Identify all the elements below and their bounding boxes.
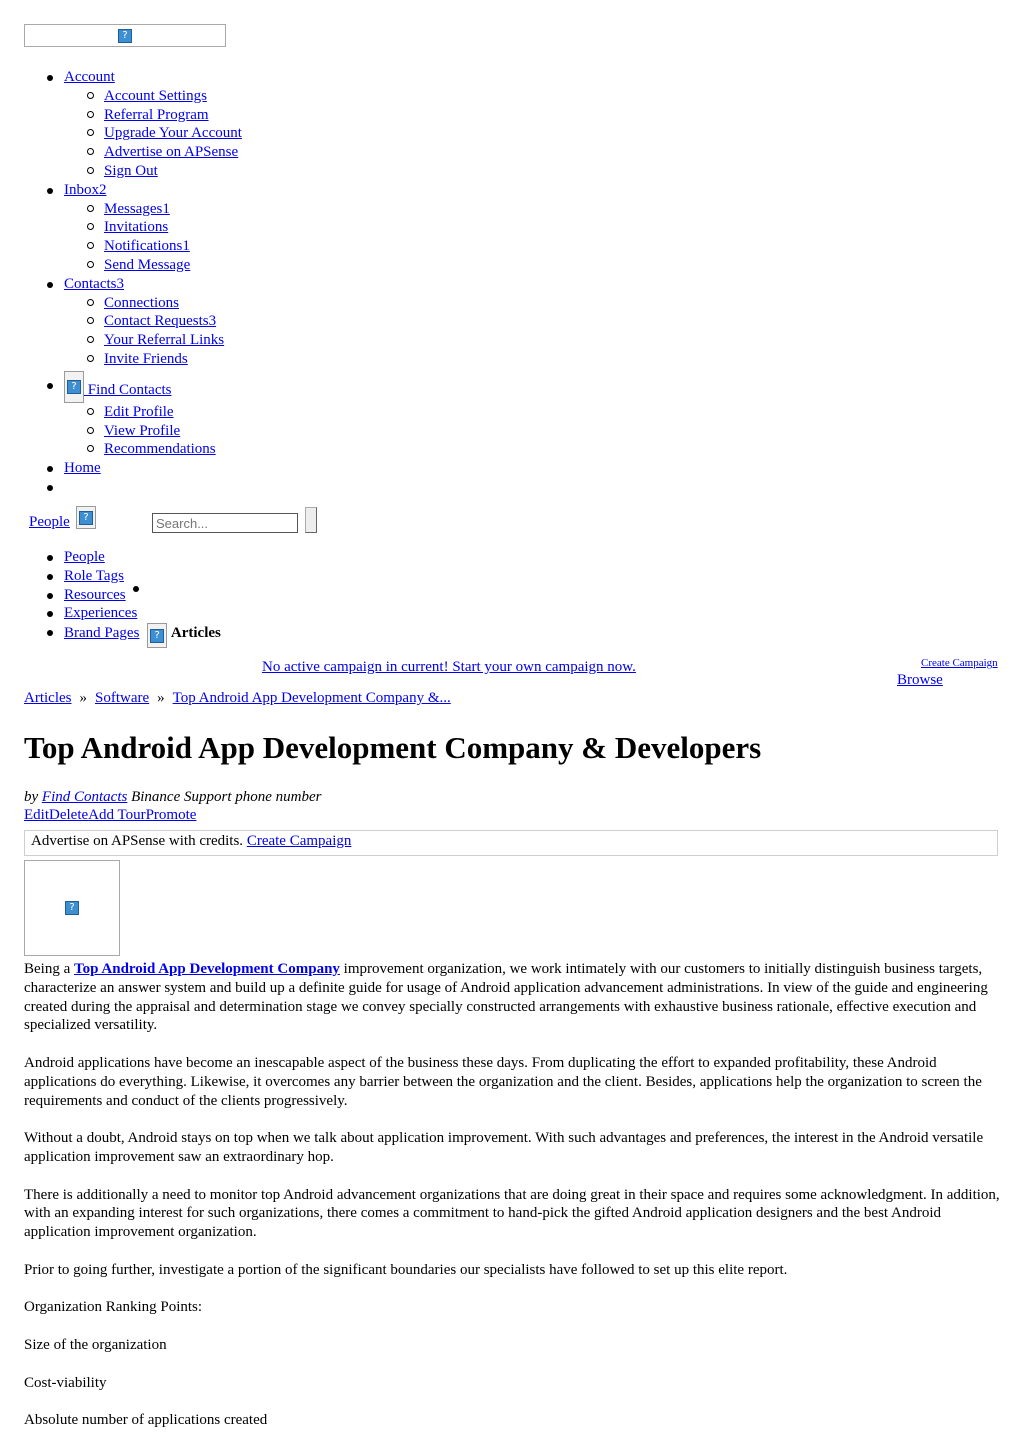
article-paragraph (24, 960, 1000, 1035)
list-item (104, 162, 464, 181)
broken-image-icon: ? (150, 629, 164, 643)
list-item (104, 312, 464, 331)
invite-friends-link[interactable]: Invite Friends (104, 350, 188, 367)
article-paragraph: There is additionally a need to monitor top Android advancement organizations that are doing great in their space and requires some acknowledgment. In addition, with an expanding interest for such organizations, there comes a commitment to hand-pick the gifted Android application designers and the best Android application improvement organization. (24, 1186, 1000, 1241)
list-item (64, 586, 364, 605)
article-paragraph: Organization Ranking Points: (24, 1299, 203, 1316)
profile-submenu (64, 403, 464, 459)
account-link[interactable]: Account (64, 69, 115, 85)
contacts-submenu (64, 294, 464, 369)
list-item (104, 218, 464, 237)
list-item (104, 440, 464, 459)
search-input[interactable] (152, 513, 298, 533)
paragraph-rest: improvement organization, we work intimately with our customers to initially distinguish business targets, characterize an answer system and build up a definite guide for usage of Android application advancement administrations. In view of the guide and engineering created during the appraisal and determination stage we convey specially constructed arrangements with exhaustive business rationale, effective execution and specialized versatility. (24, 961, 988, 1034)
connections-link[interactable]: Connections (104, 294, 179, 311)
list-item (104, 256, 464, 275)
keyword-link[interactable]: Top Android App Development Company (74, 961, 340, 977)
breadcrumb-articles[interactable]: Articles (24, 690, 72, 706)
list-item (104, 403, 464, 422)
create-campaign-link[interactable]: Create Campaign (246, 833, 352, 849)
invitations-link[interactable]: Invitations (104, 219, 169, 236)
breadcrumb-current[interactable]: Top Android App Development Company &... (172, 690, 451, 706)
referral-links-link[interactable]: Your Referral Links (104, 332, 225, 349)
campaign-notice-link[interactable]: No active campaign in current! Start your own campaign now. (262, 659, 636, 675)
list-item (104, 294, 464, 313)
section-nav (64, 548, 364, 648)
list-item (104, 422, 464, 441)
list-item (64, 567, 364, 586)
list-item (104, 350, 464, 369)
search-button[interactable] (305, 507, 317, 533)
byline-prefix: by (24, 789, 42, 805)
menu-contacts (64, 275, 464, 369)
article-paragraph: Android applications have become an inescapable aspect of the business these days. From duplicating the effort to expanded profitability, these Android applications do everything. Likewise, it overcomes any barrier between the organization and the client. Besides, applications help the organization to screen the requirements and conduct of the clients progressively. (24, 1054, 982, 1109)
article-image (24, 860, 120, 956)
sign-out-link[interactable]: Sign Out (104, 162, 158, 179)
list-item (104, 87, 464, 106)
list-item (104, 124, 464, 143)
menu-profile (64, 369, 464, 459)
article-paragraph: Size of the organization (24, 1336, 167, 1353)
recommendations-link[interactable]: Recommendations (104, 441, 216, 458)
list-item (104, 106, 464, 125)
author-title: Binance Support phone number (127, 789, 322, 805)
inbox-link[interactable]: Inbox2 (64, 181, 107, 198)
article-actions (24, 807, 196, 824)
list-item (104, 331, 464, 350)
edit-button[interactable]: Edit (24, 807, 49, 823)
nav-experiences[interactable]: Experiences (64, 605, 138, 622)
broken-image-icon: ? (65, 901, 79, 915)
article-paragraph: Absolute number of applications created (24, 1412, 268, 1429)
account-settings-link[interactable]: Account Settings (104, 87, 207, 104)
list-item (104, 200, 464, 219)
broken-image-icon: ? (118, 29, 132, 43)
breadcrumb-separator: » (79, 690, 87, 706)
contacts-link[interactable]: Contacts3 (64, 275, 124, 292)
byline (24, 789, 321, 806)
find-contacts-link[interactable]: Find Contacts (84, 381, 172, 398)
upgrade-account-link[interactable]: Upgrade Your Account (104, 125, 242, 142)
scope-dropdown[interactable] (76, 506, 96, 529)
browse-link[interactable]: Browse (897, 672, 943, 688)
paragraph-lead: Being a (24, 961, 74, 977)
view-profile-link[interactable]: View Profile (104, 422, 181, 439)
user-menu (64, 68, 464, 497)
home-link[interactable]: Home (64, 460, 101, 477)
article-paragraph: Prior to going further, investigate a portion of the significant boundaries our specialists have followed to set up this elite report. (24, 1261, 788, 1278)
messages-link[interactable]: Messages1 (104, 200, 170, 217)
site-logo[interactable] (24, 24, 226, 47)
breadcrumb-separator: » (157, 690, 165, 706)
advert-text: Advertise on APSense with credits. (31, 833, 247, 849)
author-link[interactable]: Find Contacts (41, 789, 128, 805)
article-body (24, 960, 1000, 1449)
menu-empty (64, 478, 464, 497)
broken-image-icon: ? (79, 511, 93, 525)
promote-button[interactable]: Promote (145, 807, 197, 823)
articles-icon-frame (147, 623, 167, 648)
bullet-dot (133, 586, 139, 592)
edit-profile-link[interactable]: Edit Profile (104, 403, 174, 420)
search-scope-link[interactable]: People (29, 514, 70, 530)
advert-banner (24, 830, 998, 856)
article-paragraph: Without a doubt, Android stays on top when we talk about application improvement. With such advantages and preferences, the interest in the Android versatile application improvement saw an extraordinary hop. (24, 1130, 984, 1165)
notifications-link[interactable]: Notifications1 (104, 238, 190, 255)
page-title: Top Android App Development Company & Developers (24, 730, 762, 765)
nav-articles-current: Articles (170, 625, 221, 642)
list-item (104, 237, 464, 256)
create-campaign-small-link[interactable]: Create Campaign (921, 657, 998, 669)
breadcrumb (24, 690, 451, 707)
send-message-link[interactable]: Send Message (104, 256, 191, 273)
menu-account (64, 68, 464, 181)
avatar[interactable] (64, 371, 84, 403)
nav-resources[interactable]: Resources (64, 586, 126, 603)
contact-requests-link[interactable]: Contact Requests3 (104, 313, 217, 330)
nav-people[interactable]: People (64, 549, 105, 565)
list-item (104, 143, 464, 162)
nav-brand-pages[interactable]: Brand Pages (64, 625, 140, 642)
list-item (64, 623, 364, 648)
breadcrumb-software[interactable]: Software (94, 690, 150, 706)
advertise-link[interactable]: Advertise on APSense (104, 144, 239, 161)
referral-program-link[interactable]: Referral Program (104, 106, 209, 123)
broken-image-icon: ? (67, 380, 81, 394)
account-submenu (64, 87, 464, 181)
inbox-submenu (64, 200, 464, 275)
list-item (64, 548, 364, 567)
nav-role-tags[interactable]: Role Tags (64, 567, 124, 584)
article-paragraph: Cost-viability (24, 1374, 107, 1391)
menu-inbox (64, 181, 464, 275)
list-item (64, 604, 364, 623)
menu-home (64, 459, 464, 478)
add-tour-button[interactable]: Add Tour (88, 807, 146, 823)
delete-button[interactable]: Delete (49, 807, 89, 823)
